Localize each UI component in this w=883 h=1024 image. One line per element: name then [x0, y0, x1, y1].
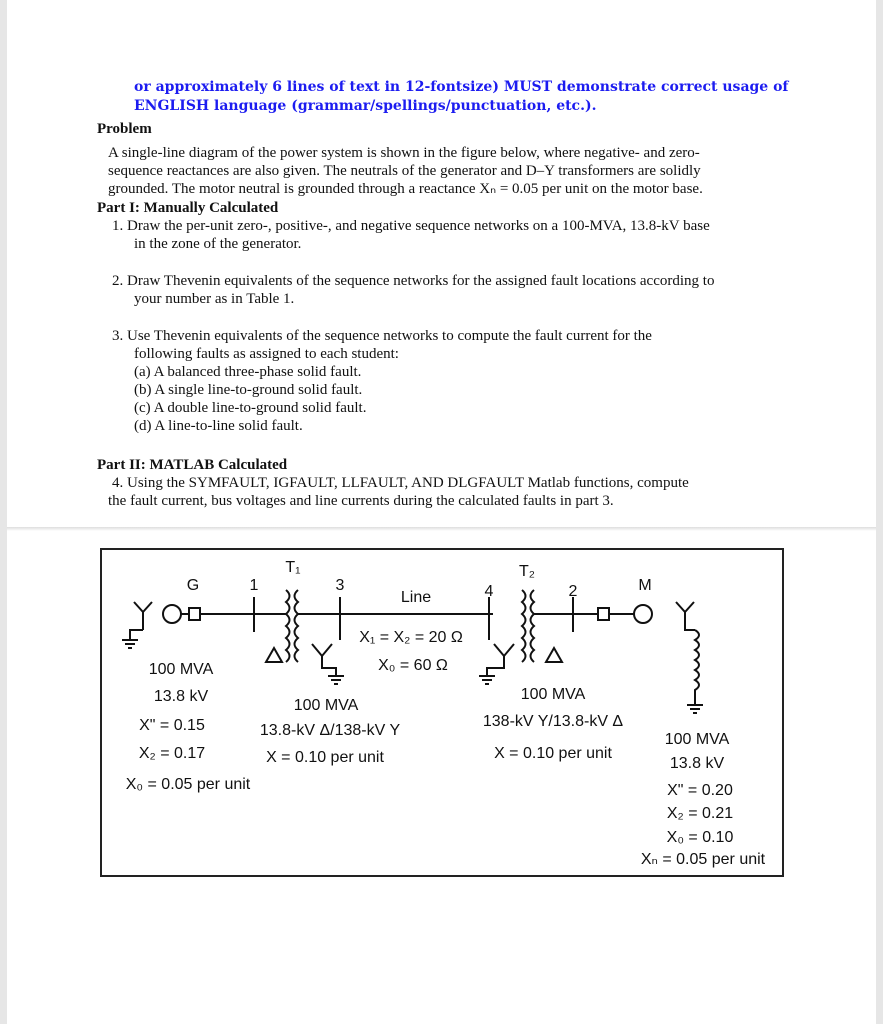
part1-heading: Part I: Manually Calculated	[97, 200, 279, 216]
generator-wye-icon	[130, 602, 152, 640]
item-2: 2. Draw Thevenin equivalents of the sequence networks for the assigned fault locations according to	[112, 273, 715, 289]
problem-heading: Problem	[97, 121, 152, 137]
t2-rating: 100 MVA	[520, 686, 586, 703]
generator-rating: X" = 0.15	[139, 717, 205, 734]
t2-rating: X = 0.10 per unit	[494, 745, 612, 762]
t1-rating: 100 MVA	[293, 697, 359, 714]
motor-rating: 13.8 kV	[669, 755, 725, 772]
motor-rating: X₂ = 0.21	[666, 805, 734, 822]
label-g: G	[186, 577, 200, 594]
t1-wye-icon	[312, 644, 336, 676]
generator-icon	[163, 605, 181, 623]
motor-icon	[634, 605, 652, 623]
label-m: M	[638, 577, 652, 594]
fault-c: (c) A double line-to-ground solid fault.	[134, 400, 367, 416]
line-params: X₀ = 60 Ω	[378, 657, 448, 674]
t2-primary-coil-icon	[522, 590, 526, 662]
problem-text: sequence reactances are also given. The neutrals of the generator and D–Y transformers are solidly	[108, 163, 701, 179]
ground-icon	[479, 676, 495, 684]
t2-secondary-coil-icon	[531, 590, 535, 662]
motor-rating: Xₙ = 0.05 per unit	[640, 851, 766, 868]
item-2: your number as in Table 1.	[134, 291, 295, 307]
t2-wye-icon	[487, 644, 514, 676]
motor-wye-icon	[676, 602, 695, 630]
t1-delta-icon	[266, 648, 282, 662]
label-line: Line	[400, 589, 432, 606]
item-4: 4. Using the SYMFAULT, IGFAULT, LLFAULT, AND DLGFAULT Matlab functions, compute	[112, 475, 689, 491]
label-bus-1: 1	[249, 577, 259, 594]
problem-text: A single-line diagram of the power system is shown in the figure below, where negative- and zero-	[108, 145, 700, 161]
grounding-reactor-icon	[695, 630, 699, 700]
problem-text: grounded. The motor neutral is grounded through a reactance Xₙ = 0.05 per unit on the motor base.	[108, 181, 703, 197]
t1-rating: X = 0.10 per unit	[266, 749, 384, 766]
generator-rating: X₀ = 0.05 per unit	[125, 776, 251, 793]
label-bus-3: 3	[335, 577, 345, 594]
item-3: following faults as assigned to each student:	[134, 346, 399, 362]
breaker-icon	[598, 608, 609, 620]
label-bus-2: 2	[568, 583, 578, 600]
t2-delta-icon	[546, 648, 562, 662]
line-params: X₁ = X₂ = 20 Ω	[359, 629, 463, 646]
item-1: in the zone of the generator.	[134, 236, 302, 252]
fault-a: (a) A balanced three-phase solid fault.	[134, 364, 362, 380]
label-t1: T₁	[285, 559, 301, 576]
fault-d: (d) A line-to-line solid fault.	[134, 418, 303, 434]
label-t2: T₂	[519, 563, 535, 580]
t1-rating: 13.8-kV Δ/138-kV Y	[259, 722, 401, 739]
generator-rating: 100 MVA	[148, 661, 214, 678]
item-4: the fault current, bus voltages and line currents during the calculated faults in part 3.	[108, 493, 614, 509]
part2-heading: Part II: MATLAB Calculated	[97, 457, 288, 473]
header-line: or approximately 6 lines of text in 12-fontsize) MUST demonstrate correct usage of	[134, 79, 789, 95]
breaker-icon	[189, 608, 200, 620]
fault-b: (b) A single line-to-ground solid fault.	[134, 382, 363, 398]
label-bus-4: 4	[484, 583, 494, 600]
motor-rating: X" = 0.20	[667, 782, 733, 799]
t1-primary-coil-icon	[286, 590, 290, 662]
t2-rating: 138-kV Y/13.8-kV Δ	[482, 713, 624, 730]
header-line: ENGLISH language (grammar/spellings/punctuation, etc.).	[134, 98, 597, 114]
generator-rating: X₂ = 0.17	[138, 745, 206, 762]
ground-icon	[687, 700, 703, 713]
item-1: 1. Draw the per-unit zero-, positive-, and negative sequence networks on a 100-MVA, 13.8-kV base	[112, 218, 710, 234]
t1-secondary-coil-icon	[295, 590, 299, 662]
motor-rating: X₀ = 0.10	[666, 829, 734, 846]
generator-rating: 13.8 kV	[153, 688, 209, 705]
ground-icon	[122, 640, 138, 648]
motor-rating: 100 MVA	[664, 731, 730, 748]
item-3: 3. Use Thevenin equivalents of the sequence networks to compute the fault current for the	[112, 328, 652, 344]
ground-icon	[328, 676, 344, 684]
